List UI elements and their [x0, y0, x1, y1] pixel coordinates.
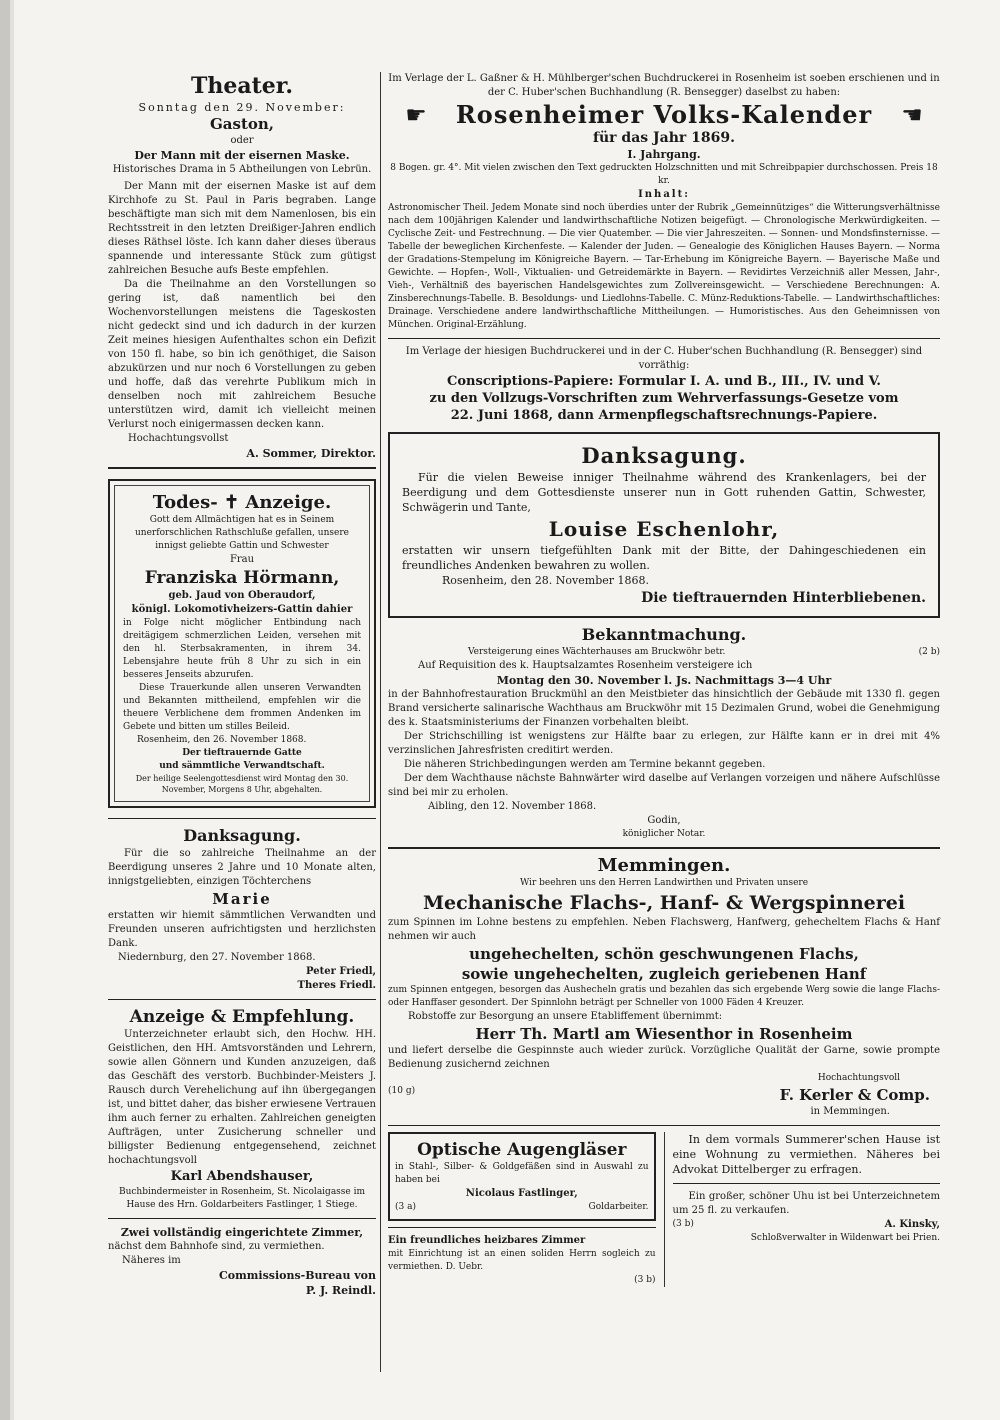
danksagung-left [108, 825, 376, 993]
todes-body: in Folge nicht möglicher Entbindung nach dreitägigem schmerzlichen Leiden, versehen mit den hl. Sterbsakramenten, in ihrem 34. Lebensjahre heute früh 8 Uhr zu sich in ein besseres Jenseits abzurufen. [123, 618, 361, 680]
zimmer-office: Commissions-Bureau von [219, 1269, 376, 1282]
zimmer2-ref: (3 b) [634, 1275, 656, 1285]
wohnung-body: In dem vormals Summerer'schen Hause ist eine Wohnung zu vermiethen. Näheres bei Advokat Dittelberger zu erfragen. [672, 1133, 940, 1176]
memmingen-sign-place: in Memmingen. [810, 1106, 890, 1117]
memmingen-big-2: sowie ungehechelten, zugleich geriebenen Hanf [461, 965, 867, 983]
dank-right-name: Louise Eschenlohr, [548, 517, 780, 541]
zimmer-body: nächst dem Bahnhofe sind, zu vermiethen. [108, 1241, 325, 1252]
kalender-jahrgang: I. Jahrgang. [627, 148, 701, 161]
conscription-publisher: Im Verlage der hiesigen Buchdruckerei und in der C. Huber'schen Buchhandlung (R. Bensegger) sind vorräthig: [405, 346, 923, 371]
uhu-sign: A. Kinsky, [884, 1219, 940, 1230]
uhu-ref: (3 b) [672, 1219, 694, 1229]
dank-right-body: Für die vielen Beweise inniger Theilnahme während des Krankenlagers, bei der Beerdigung und dem Gottesdienste unserer nun in Gott ruhenden Gattin, Schwester, Schwägerin und Tante, [402, 471, 926, 514]
optik-ref: (3 a) [395, 1202, 416, 1212]
kalender-inhalt-label: Inhalt: [638, 189, 690, 200]
optik-name: Nicolaus Fastlinger, [465, 1188, 578, 1199]
memmingen-title: Memmingen. [597, 855, 731, 876]
conscription-line-1: Conscriptions-Papiere: Formular I. A. und B., III., IV. und V. [447, 374, 881, 389]
todes-anzeige-inner [114, 485, 370, 802]
kalender-title: Rosenheimer Volks-Kalender [455, 100, 873, 129]
dank-right-title: Danksagung. [581, 443, 747, 468]
dank-left-place-date: Niedernburg, den 27. November 1868. [118, 952, 316, 963]
danksagung-right [388, 432, 940, 618]
bekannt-sub-row [388, 646, 940, 659]
divider [108, 467, 376, 469]
bekannt-ref: (2 b) [918, 647, 940, 657]
bekannt-sub: Versteigerung eines Wächterhauses am Bruckwöhr betr. [468, 647, 726, 657]
kalender-publisher: Im Verlage der L. Gaßner & H. Mühlberger'schen Buchdruckerei in Rosenheim ist soeben erschienen und in der C. Huber'schen Buchhandlung (R. Bensegger) daselbst zu haben: [388, 73, 940, 98]
divider [108, 818, 376, 819]
kalender-inhalt: Astronomischer Theil. Jedem Monate sind noch überdies unter der Rubrik „Gemeinnütziges“ die Witterungsverhältnisse nach dem 100jährigen Kalender und landwirthschaftliche Notizen beigefügt. — Chronologische Merkwürdigkeiten. — Cyclische Zeit- und Festrechnung. — Die vier Quatember. — Die vier Jahreszeiten. — Sonnen- und Mondsfinsternisse. — Tabelle der beweglichen Kirchenfeste. — Kalender der Juden. — Genealogie des Königlichen Hauses Bayern. — Norma der Gradations-Stempelung im Königreiche Bayern. — Tar-Erhebung im Königreiche Bayern. — Bayerische Maße und Gewichte. — Hopfen-, Woll-, Viktualien- und Getreidemärkte in Bayern. — Revidirtes Verzeichniß aller Messen, Jahr-, Vieh-, Verhältniß des bayerischen Handelsgewichtes zum Zollvereinsgewicht. — Verschiedene Berechnungen: A. Zinsberechnungs-Tabelle. B. Besoldungs- und Liedlohns-Tabelle. C. Münz-Reduktions-Tabelle. — Landwirthschaftliches: Drainage. Verschiedene andere landwirthschaftliche Mittheilungen. — Humoristisches. Aus den Geheimnissen von München. Original-Erzählung. [388, 203, 940, 330]
memmingen-body-4: und liefert derselbe die Gespinnste auch wieder zurück. Vorzügliche Qualität der Garne, sowie prompte Bedienung zusichernd zeichnen [388, 1045, 940, 1070]
zimmer-notice [108, 1225, 376, 1298]
bottom-ads-left [388, 1132, 665, 1287]
memmingen-body-3: Robstoffe zur Besorgung an unsere Etabliffement übernimmt: [408, 1011, 723, 1022]
play-genre: Historisches Drama in 5 Abtheilungen von Lebrün. [112, 164, 372, 175]
zimmer2-body: mit Einrichtung ist an einen soliden Herrn sogleich zu vermiethen. D. Uebr. [388, 1249, 656, 1272]
kalender-year: für das Jahr 1869. [592, 130, 736, 146]
uhu-ad [673, 1190, 941, 1245]
uhu-row [673, 1218, 941, 1232]
optik-trade: Goldarbeiter. [588, 1202, 649, 1212]
memmingen-body: zum Spinnen im Lohne bestens zu empfehlen. Neben Flachswerg, Hanfwerg, gehecheltem Flachs & Hanf nehmen wir auch [388, 917, 940, 942]
divider [673, 1183, 941, 1184]
dank-right-body-2: erstatten wir unsern tiefgefühlten Dank mit der Bitte, der Dahingeschiedenen ein freundliches Andenken bewahren zu wollen. [402, 544, 926, 572]
divider [388, 1227, 656, 1228]
todes-note: Der heilige Seelengottesdienst wird Montag den 30. November, Morgens 8 Uhr, abgehalten. [135, 774, 349, 794]
theater-body-2: Da die Theilnahme an den Vorstellungen so gering ist, daß namentlich bei den Wochenvorstellungen meistens die Tageskosten nicht gedeckt sind und ich dadurch in der kurzen Zeit meines hiesigen Aufenthaltes schon ein Defizit von 150 fl. habe, so bin ich genöthiget, die Saison abzukürzen und nur noch 6 Vorstellungen zu geben und hoffe, daß das verehrte Publikum mich in denselben noch mit zahlreichem Besuche unterstützen wird, damit ich vielleicht meinen Verlurst noch einigermassen decken kann. [108, 279, 376, 430]
optik-row [395, 1201, 649, 1214]
bottom-ads [388, 1132, 940, 1287]
uhu-body: Ein großer, schöner Uhu ist bei Unterzeichnetem um 25 fl. zu verkaufen. [672, 1191, 940, 1216]
memmingen-sign: F. Kerler & Comp. [779, 1086, 930, 1104]
anzeige-addr: Buchbindermeister in Rosenheim, St. Nicolaigasse im Hause des Hrn. Goldarbeiters Fastlinger, 1 Stiege. [118, 1187, 366, 1210]
bekannt-body-2: Der Strichschilling ist wenigstens zur Hälfte baar zu erlegen, zur Hälfte kann er in drei mit 4% verzinslichen Jahresfristen creditirt werden. [388, 731, 940, 756]
conscription-line-2: zu den Vollzugs-Vorschriften zum Wehrverfassungs-Gesetze vom [429, 391, 899, 406]
bottom-ads-right [665, 1132, 941, 1287]
volks-kalender-ad [388, 72, 940, 332]
conscription-ad [388, 345, 940, 424]
zimmer-more: Näheres im [122, 1255, 181, 1266]
play-oder: oder [230, 135, 254, 146]
page-edge-shadow [10, 0, 14, 1420]
memmingen-big-1: ungehechelten, schön geschwungenen Flachs, [469, 945, 859, 963]
memmingen-sign-row [388, 1085, 940, 1105]
theater-title: Theater. [190, 73, 293, 99]
todes-geb: geb. Jaud von Oberaudorf, [168, 590, 316, 601]
dank-left-sign-1: Peter Friedl, [306, 966, 376, 977]
bekannt-body-3: Die näheren Strichbedingungen werden am Termine bekannt gegeben. [404, 759, 766, 770]
dank-right-sign: Die tieftrauernden Hinterbliebenen. [641, 590, 926, 606]
todes-body-2: Diese Trauerkunde allen unseren Verwandten und Bekannten mittheilend, empfehlen wir die theuere Verblichene dem frommen Andenken im Gebete und bitten um stilles Beileid. [123, 683, 361, 732]
memmingen-intro: Wir beehren uns den Herren Landwirthen und Privaten unsere [519, 878, 809, 888]
right-column [388, 72, 940, 1287]
zimmer-name: P. J. Reindl. [305, 1284, 376, 1297]
dank-left-sign-2: Theres Friedl. [297, 980, 376, 991]
dank-right-place-date: Rosenheim, den 28. November 1868. [442, 574, 650, 587]
theater-signature: A. Sommer, Direktor. [246, 447, 376, 460]
dank-left-body-2: erstatten wir hiemit sämmtlichen Verwandten und Freunden unseren aufrichtigsten und herzlichsten Dank. [108, 910, 376, 949]
uhu-sign-2: Schloßverwalter in Wildenwart bei Prien. [750, 1233, 940, 1243]
bekannt-sign-1: Godin, [647, 815, 681, 826]
kalender-desc: 8 Bogen. gr. 4°. Mit vielen zwischen den Text gedruckten Holzschnitten und mit Schreibpapier durchschossen. Preis 18 kr. [390, 163, 938, 186]
todes-anzeige [108, 479, 376, 808]
divider [108, 999, 376, 1000]
memmingen-body-2: zum Spinnen entgegen, besorgen das Aushecheln gratis und bezahlen das sich ergebende Werg sowie die lange Flachs- oder Hanffaser gesondert. Der Spinnlohn beträgt per Schneller von 1000 Fäden 4 Kreuzer. [388, 985, 940, 1008]
dank-left-body: Für die so zahlreiche Theilnahme an der Beerdigung unseres 2 Jahre und 10 Monate alten, innigstgeliebten, einzigen Töchterchens [108, 848, 376, 887]
column-rule [380, 72, 381, 1372]
todes-sign-2: und sämmtliche Verwandtschaft. [159, 761, 325, 771]
kalender-title-row [388, 100, 940, 129]
bekannt-place-date: Aibling, den 12. November 1868. [428, 801, 597, 812]
divider [388, 847, 940, 849]
dank-left-name: Marie [212, 890, 272, 908]
memmingen-closing: Hochachtungsvoll [817, 1073, 900, 1083]
pointing-hand-right-icon: ☛ [405, 100, 427, 129]
todes-role: königl. Lokomotivheizers-Gattin dahier [131, 604, 353, 615]
conscription-line-3: 22. Juni 1868, dann Armenpflegschaftsrechnungs-Papiere. [450, 408, 878, 423]
optik-title: Optische Augengläser [417, 1140, 627, 1160]
page-edge [0, 0, 10, 1420]
zimmer2-title: Ein freundliches heizbares Zimmer [388, 1235, 586, 1246]
theater-date: Sonntag den 29. November: [138, 101, 346, 114]
todes-place-date: Rosenheim, den 26. November 1868. [137, 735, 307, 745]
divider [388, 338, 940, 339]
theater-notice [108, 72, 376, 461]
bekannt-body: in der Bahnhofrestauration Bruckmühl an den Meistbieter das hinsichtlich der Gebäude mit 1330 fl. gegen Brand versicherte salinarische Wachthaus am Bruckwöhr mit 15 Dezimalen Grund, wobei die Genehmigung des k. Staatsministeriums der Finanzen vorbehalten bleibt. [388, 689, 940, 728]
anzeige-body: Unterzeichneter erlaubt sich, den Hochw. HH. Geistlichen, den HH. Amtsvorständen und Lehrern, sowie allen Gönnern und Kunden anzuzeigen, daß das Geschäft des verstorb. Buchbinder-Meisters J. Rausch durch Verehelichung auf ihn übergegangen ist, und bittet daher, das bisher erwiesene Vertrauen ihm auch ferner zu erhalten. Zahlreichen geneigten Aufträgen, unter Zusicherung schneller und billigster Bedienung entgegensehend, zeichnet hochachtungsvoll [108, 1029, 376, 1166]
play-subtitle: Der Mann mit der eisernen Maske. [134, 149, 350, 162]
memmingen-ad [388, 855, 940, 1119]
memmingen-ref: (10 g) [388, 1086, 416, 1096]
todes-title: Todes- ✝ Anzeige. [152, 492, 332, 513]
left-column [108, 72, 376, 1298]
anzeige-name: Karl Abendshauser, [170, 1169, 314, 1184]
optik-ad [388, 1132, 656, 1221]
bekannt-line-2: Montag den 30. November l. Js. Nachmittags 3—4 Uhr [496, 674, 832, 687]
bekannt-title: Bekanntmachung. [581, 625, 747, 644]
play-title: Gaston, [209, 115, 275, 133]
bekannt-line-1: Auf Requisition des k. Hauptsalzamtes Rosenheim versteigere ich [418, 660, 753, 671]
anzeige-title: Anzeige & Empfehlung. [129, 1007, 355, 1027]
pointing-hand-left-icon: ☚ [901, 100, 923, 129]
memmingen-firm: Mechanische Flachs-, Hanf- & Wergspinnerei [422, 892, 906, 914]
optik-body: in Stahl-, Silber- & Goldgefäßen sind in Auswahl zu haben bei [395, 1162, 649, 1185]
dank-left-title: Danksagung. [183, 826, 301, 845]
wohnung-ad [673, 1132, 941, 1177]
memmingen-agent: Herr Th. Martl am Wiesenthor in Rosenheim [475, 1025, 853, 1043]
zimmer-title: Zwei vollständig eingerichtete Zimmer, [120, 1226, 364, 1239]
theater-closing: Hochachtungsvollst [128, 433, 229, 444]
bekannt-sign-2: königlicher Notar. [622, 829, 706, 839]
todes-sign-1: Der tieftrauernde Gatte [182, 748, 302, 758]
zimmer2-ad [388, 1234, 656, 1287]
bekannt-body-4: Der dem Wachthause nächste Bahnwärter wird daselbe auf Verlangen vorzeigen und nähere Aufschlüsse sind bei mir zu erholen. [388, 773, 940, 798]
todes-frau: Frau [229, 554, 255, 565]
divider [388, 1125, 940, 1126]
bekanntmachung [388, 624, 940, 841]
todes-intro: Gott dem Allmächtigen hat es in Seinem unerforschlichen Rathschluße gefallen, unsere innigst geliebte Gattin und Schwester [135, 515, 349, 551]
theater-body-1: Der Mann mit der eisernen Maske ist auf dem Kirchhofe zu St. Paul in Paris begraben. Lange beschäftigte man sich mit dem Namenlosen, bis ein Rechtsstreit in den letzten Dreißiger-Jahren endlich dieses Räthsel löste. Ich kann daher dieses überaus spannende und interessante Stück zum gütigst zahlreichen Besuche aufs Beste empfehlen. [108, 181, 376, 276]
divider [108, 1218, 376, 1219]
todes-name: Franziska Hörmann, [144, 568, 340, 588]
anzeige-empfehlung [108, 1006, 376, 1212]
